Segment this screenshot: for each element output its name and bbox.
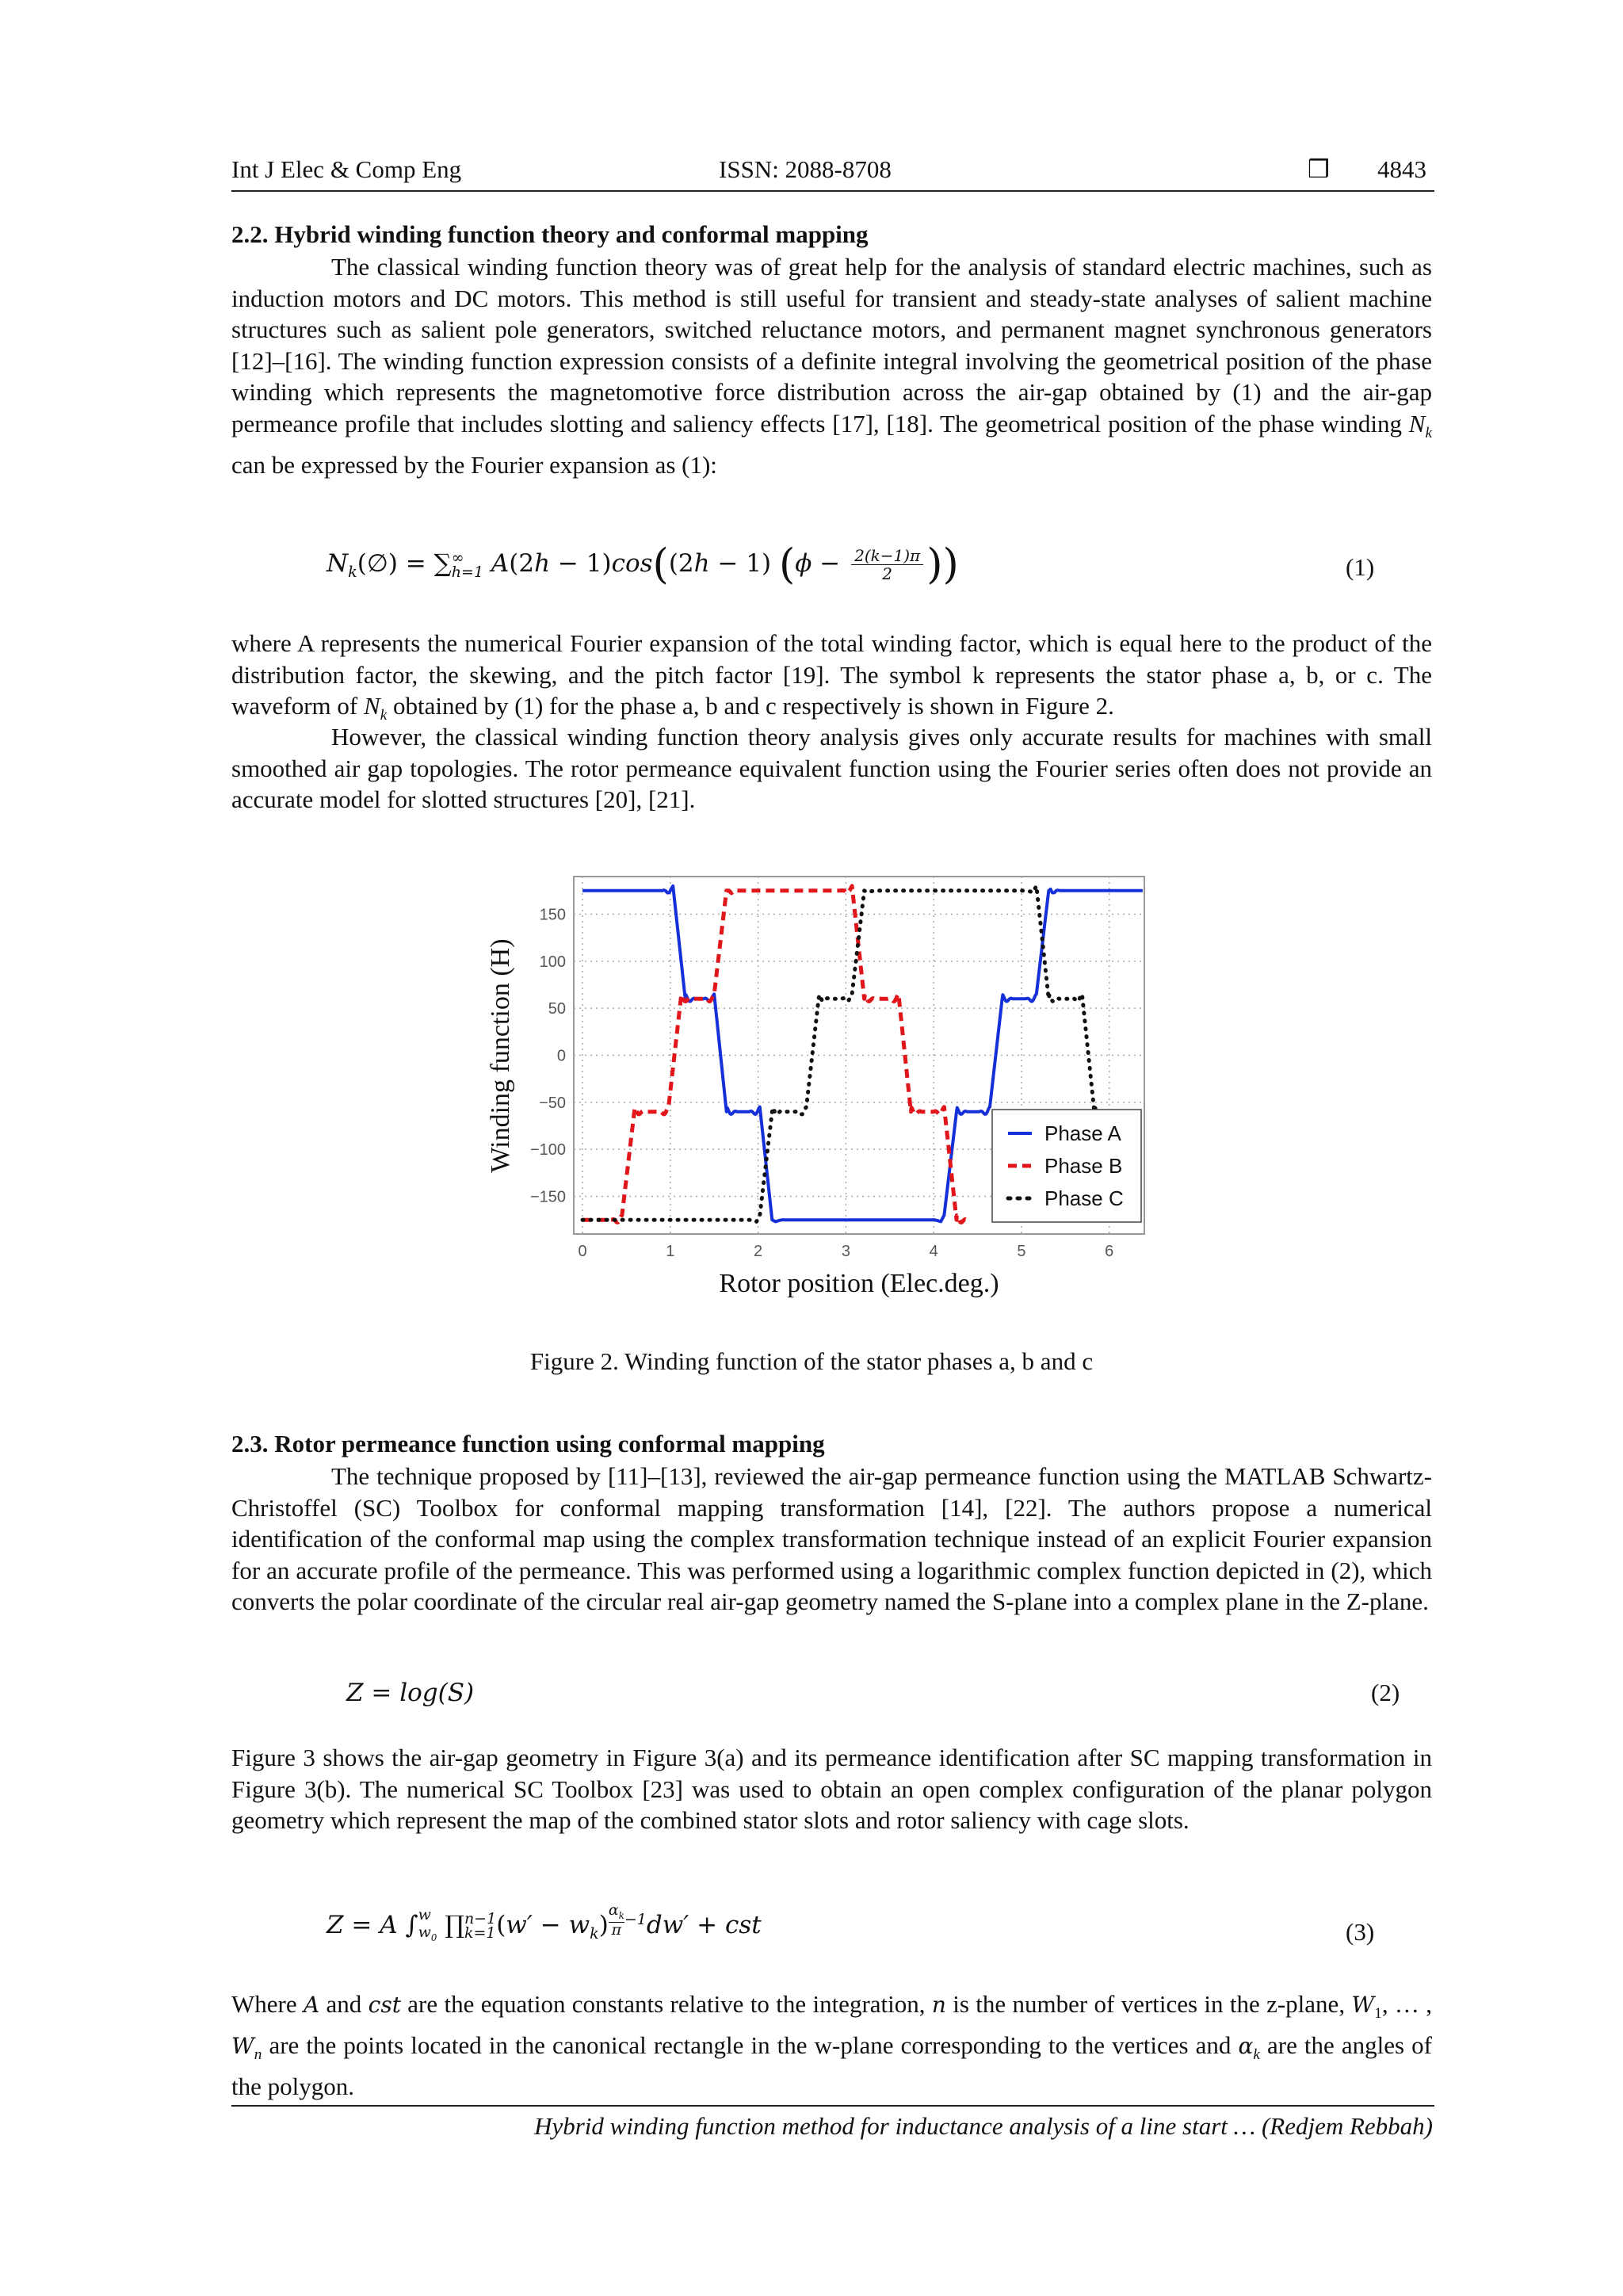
paragraph-2-2-2: where A represents the numerical Fourier expansion of the total winding factor, which is equal here to the product of the distribution factor, the skewing, and the pitch factor [19]. The symbol k represents the stator phase a, b, or c. The waveform of $N_k$ obtained by (1) for the phase a, b and c respectively is shown in Figure 2. (231, 629, 1432, 724)
x-tick-label: 6 (1105, 1243, 1114, 1260)
figure-2-caption: Figure 2. Winding function of the stator phases a, b and c (529, 1347, 1094, 1375)
footer-text: Hybrid winding function method for inductance analysis of a line start … (Redjem Rebbah) (534, 2112, 1433, 2140)
y-tick-label: −50 (539, 1094, 566, 1112)
issn: ISSN: 2088-8708 (719, 155, 892, 183)
footer-rule (231, 2105, 1434, 2107)
x-tick-label: 3 (841, 1243, 850, 1260)
paragraph-2-3-1: The technique proposed by [11]–[13], reviewed the air-gap permeance function using the MATLAB Schwartz-Christoffel (SC) Toolbox for conformal mapping transformation [14], [22]. The authors propose a numerical identification of the conformal map using the complex transformation technique instead of an explicit Fourier expansion for an accurate profile of the permeance. This was performed using a logarithmic complex function depicted in (2), which converts the polar coordinate of the circular real air-gap geometry named the S-plane into a complex plane in the Z-plane. (231, 1462, 1432, 1616)
x-axis-label: Rotor position (Elec.deg.) (719, 1269, 999, 1298)
section-heading-2-3: 2.3. Rotor permeance function using conformal mapping (231, 1430, 825, 1457)
y-tick-label: 0 (556, 1047, 566, 1065)
equation-3: Z = A ∫ w $w_0$ ∏ n−1 k=1 $(w' - w_k)$ $^{\frac{\alpha_k}{\pi} -1}$dw′ + cst (327, 1901, 762, 1943)
legend-label-phase-b: Phase B (1044, 1154, 1123, 1178)
x-tick-label: 2 (754, 1243, 763, 1260)
paragraph-2-3-3: Where A and cst are the equation constants relative to the integration, n is the number of vertices in the z-plane, $W_1$, … , $W_n$ are the points located in the canonical rectangle in the w-plane corresponding to the vertices and $\alpha_k$ are the angles of the polygon. (231, 1990, 1432, 2100)
y-axis-label: Winding function (H) (486, 938, 515, 1173)
equation-2: Z = log(S) (346, 1679, 475, 1707)
equation-1: $N_k(\emptyset)$ = ∑ ∞ h=1 A(2h − 1)cos((2h − 1) (ϕ − $\frac{2(k-1)\pi}{2}$ )) (327, 541, 959, 589)
y-tick-label: 100 (539, 953, 566, 971)
legend-label-phase-a: Phase A (1044, 1121, 1121, 1145)
y-tick-label: 150 (539, 906, 566, 924)
paragraph-2-3-2: Figure 3 shows the air-gap geometry in Figure 3(a) and its permeance identification after SC mapping transformation in Figure 3(b). The numerical SC Toolbox [23] was used to obtain an open complex configuration of the planar polygon geometry which represent the map of the combined stator slots and rotor saliency with cage slots. (231, 1744, 1432, 1835)
figure-2-chart (475, 872, 1173, 1316)
y-tick-label: 50 (548, 1000, 566, 1018)
header-rule (231, 190, 1434, 192)
x-tick-label: 1 (666, 1243, 675, 1260)
page-number: 4843 (1377, 155, 1426, 183)
x-tick-label: 0 (578, 1243, 587, 1260)
equation-1-number: (1) (1346, 553, 1375, 581)
chart-legend (992, 1110, 1141, 1222)
y-tick-label: −150 (529, 1188, 566, 1206)
equation-3-number: (3) (1346, 1918, 1375, 1946)
box-icon: ❒ (1308, 155, 1330, 183)
paragraph-2-2-1: The classical winding function theory was of great help for the analysis of standard electric machines, such as induction motors and DC motors. This method is still useful for transient and steady-state analyses of salient machine structures such as salient pole generators, switched reluctance motors, and permanent magnet synchronous generators [12]–[16]. The winding function expression consists of a definite integral involving the geometrical position of the phase winding which represents the magnetomotive force distribution across the air-gap obtained by (1) and the air-gap permeance profile that includes slotting and saliency effects [17], [18]. The geometrical position of the phase winding $N_k$ can be expressed by the Fourier expansion as (1): (231, 253, 1432, 479)
x-tick-label: 4 (929, 1243, 938, 1260)
series-line-phase-b (582, 886, 968, 1223)
section-heading-2-2: 2.2. Hybrid winding function theory and conformal mapping (231, 220, 869, 248)
x-tick-label: 5 (1017, 1243, 1026, 1260)
equation-2-number: (2) (1371, 1679, 1400, 1706)
y-tick-label: −100 (529, 1141, 566, 1159)
legend-label-phase-c: Phase C (1044, 1186, 1124, 1210)
journal-name: Int J Elec & Comp Eng (231, 155, 462, 183)
paragraph-2-2-3: However, the classical winding function theory analysis gives only accurate results for machines with small smoothed air gap topologies. The rotor permeance equivalent function using the Fourier series often does not provide an accurate model for slotted structures [20], [21]. (231, 723, 1432, 814)
